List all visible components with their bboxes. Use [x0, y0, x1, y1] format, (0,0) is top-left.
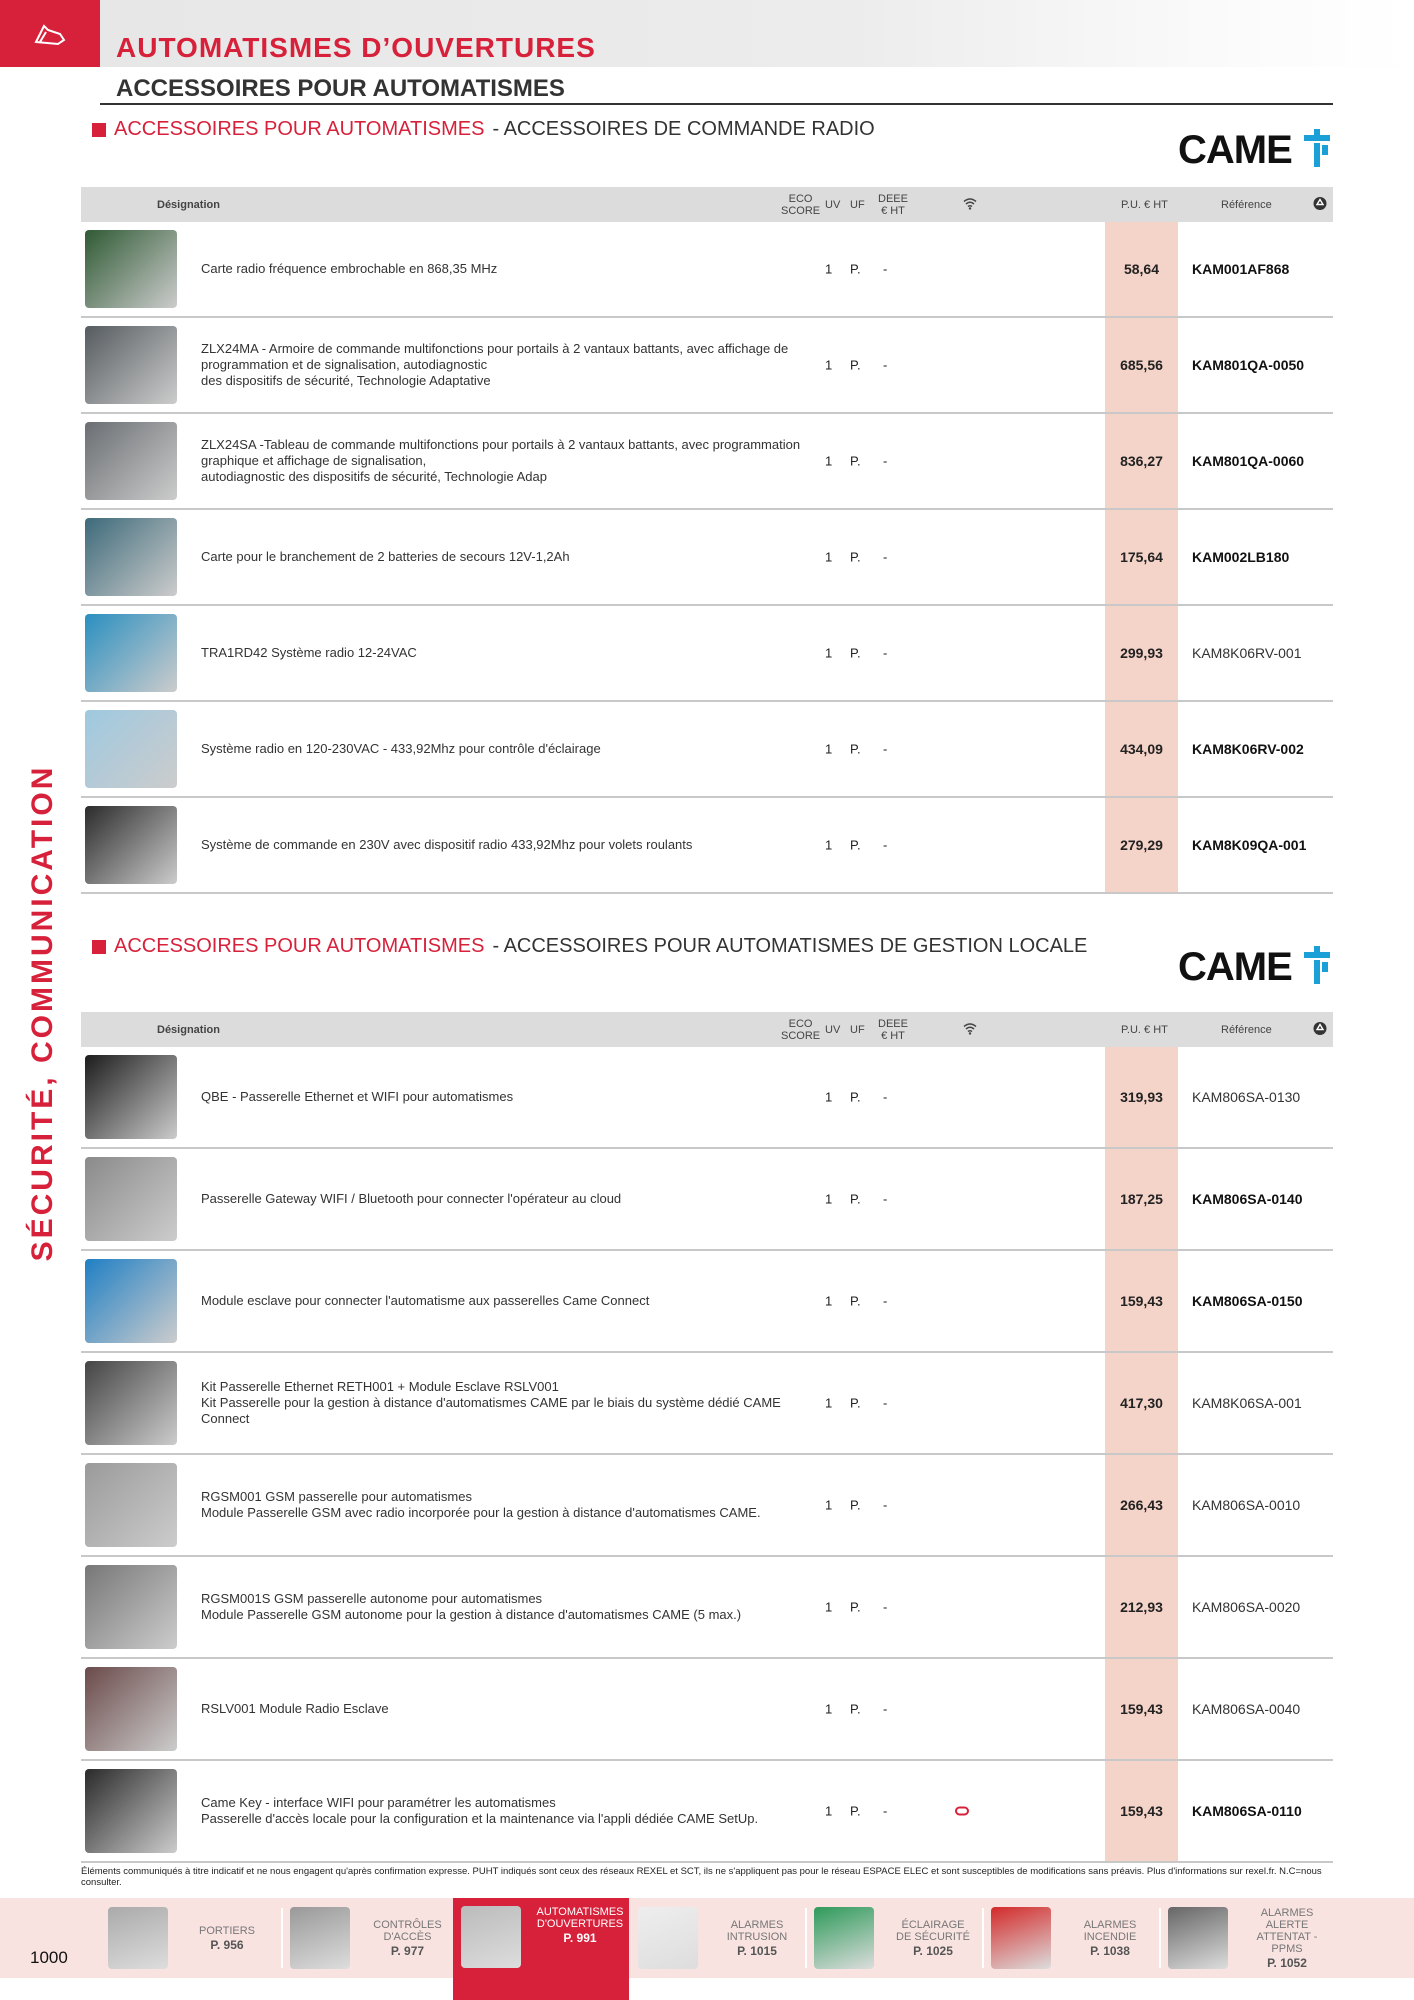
uv-value: 1 — [825, 1803, 833, 1819]
nav-item-page: P. 1025 — [913, 1944, 953, 1958]
product-reference[interactable]: KAM001AF868 — [1192, 261, 1290, 277]
nav-item-image — [991, 1907, 1051, 1969]
nav-item-page: P. 991 — [563, 1931, 597, 1945]
deee-value: - — [883, 1089, 888, 1105]
nav-item-label — [1063, 1919, 1157, 1957]
uv-value: 1 — [825, 1089, 833, 1105]
deee-value: - — [883, 1395, 888, 1411]
page-title: AUTOMATISMES D’OUVERTURES — [116, 32, 596, 63]
product-description: RSLV001 Module Radio Esclave — [201, 1701, 389, 1716]
nav-item-automatismes[interactable] — [453, 1898, 629, 2000]
disclaimer: Éléments communiqués à titre indicatif et ne nous engagent qu'après confirmation expresse. PUHT indiqués sont ceux des réseaux REXEL et SCT, ils ne s'appliquent pas pour le réseau ESPACE ELEC et sont susceptibles de modifications sans préavis. Plus d'informations sur rexel.fr. N.C=nous consulter. — [81, 1866, 1322, 1888]
table-row[interactable] — [81, 1761, 1333, 1863]
unit-price: 836,27 — [1120, 453, 1163, 469]
product-description: Carte pour le branchement de 2 batteries de secours 12V-1,2Ah — [201, 549, 570, 564]
brand-name: CAME — [1178, 128, 1292, 172]
nav-item-page: P. 1052 — [1267, 1956, 1307, 1970]
nav-item-label — [362, 1919, 453, 1957]
deee-value: - — [883, 357, 888, 373]
uf-value: P. — [850, 1803, 861, 1819]
unit-price: 299,93 — [1120, 645, 1163, 661]
nav-item-page: P. 1015 — [737, 1944, 777, 1958]
came-logo-icon — [1302, 946, 1332, 989]
table-row[interactable] — [81, 414, 1333, 510]
deee-value: - — [883, 1497, 888, 1513]
table-header — [81, 1012, 1333, 1047]
table-row[interactable] — [81, 318, 1333, 414]
nav-separator — [281, 1908, 283, 1968]
table-row[interactable] — [81, 1455, 1333, 1557]
nav-separator — [1159, 1908, 1161, 1968]
header-col-designation: Désignation — [157, 198, 220, 211]
nav-item-alarmes[interactable] — [630, 1898, 806, 1978]
wifi-icon — [963, 1022, 977, 1037]
nav-item-image — [1168, 1907, 1228, 1969]
product-image — [85, 422, 177, 500]
recycle-icon — [1313, 1021, 1327, 1038]
nav-item-image — [290, 1907, 350, 1969]
nav-item-title: ALARMES ALERTE ATTENTAT - PPMS — [1256, 1907, 1318, 1955]
product-description: RGSM001 GSM passerelle pour automatismes Module Passerelle GSM avec radio incorporée pour la gestion à distance d'automatismes CAME. — [201, 1489, 761, 1520]
nav-item-alarmes-alerte[interactable] — [1160, 1898, 1360, 1978]
nav-separator — [805, 1908, 807, 1968]
nav-item-label — [1240, 1907, 1334, 1969]
nav-item-label — [533, 1906, 627, 1944]
header-col-eco-score: ECO SCORE — [781, 192, 821, 217]
nav-item-label — [886, 1919, 980, 1957]
nav-item-contr-les[interactable] — [282, 1898, 453, 1978]
nav-item-page: P. 956 — [210, 1938, 244, 1952]
product-reference[interactable]: KAM806SA-0010 — [1192, 1497, 1301, 1513]
deee-value: - — [883, 645, 888, 661]
product-reference[interactable]: KAM002LB180 — [1192, 549, 1290, 565]
nav-item-title: PORTIERS — [198, 1925, 256, 1937]
uf-value: P. — [850, 837, 861, 853]
table-row[interactable] — [81, 1251, 1333, 1353]
header-col-deee: DEEE € HT — [878, 192, 908, 217]
uf-value: P. — [850, 549, 861, 565]
table-row[interactable] — [81, 702, 1333, 798]
product-table — [81, 187, 1333, 894]
product-image — [85, 1463, 177, 1547]
section-heading — [92, 935, 1087, 958]
product-image — [85, 326, 177, 404]
section-title-subcategory: - ACCESSOIRES POUR AUTOMATISMES DE GESTION LOCALE — [492, 935, 1088, 957]
unit-price: 279,29 — [1120, 837, 1163, 853]
product-description: ZLX24MA - Armoire de commande multifonctions pour portails à 2 vantaux battants, avec affichage de programmation et de signalisation, autodiagnostic des dispositifs de sécurité, Technologie Adaptative — [201, 341, 789, 388]
uf-value: P. — [850, 1293, 861, 1309]
product-reference[interactable]: KAM8K09QA-001 — [1192, 837, 1307, 853]
product-description: Passerelle Gateway WIFI / Bluetooth pour connecter l'opérateur au cloud — [201, 1191, 622, 1206]
deee-value: - — [883, 453, 888, 469]
product-description: QBE - Passerelle Ethernet et WIFI pour automatismes — [201, 1089, 514, 1104]
uf-value: P. — [850, 1089, 861, 1105]
table-row[interactable] — [81, 510, 1333, 606]
product-reference[interactable]: KAM806SA-0040 — [1192, 1701, 1301, 1717]
product-image — [85, 806, 177, 884]
product-image — [85, 230, 177, 308]
header-col-reference: Référence — [1221, 1023, 1272, 1036]
product-reference[interactable]: KAM8K06SA-001 — [1192, 1395, 1302, 1411]
uv-value: 1 — [825, 1395, 833, 1411]
product-image — [85, 614, 177, 692]
product-description: RGSM001S GSM passerelle autonome pour automatismes Module Passerelle GSM autonome pour la gestion à distance d'automatismes CAME (5 max.) — [201, 1591, 742, 1622]
product-description: Kit Passerelle Ethernet RETH001 + Module Esclave RSLV001 Kit Passerelle pour la gestion à distance d'automatismes CAME par le biais du système dédié CAME Connect — [201, 1379, 781, 1426]
recycle-icon — [1313, 196, 1327, 213]
nav-item-title: AUTOMATISMES D'OUVERTURES — [536, 1906, 624, 1930]
nav-item-title: ALARMES INCENDIE — [1083, 1919, 1137, 1943]
section-marker — [92, 123, 106, 137]
section-marker — [92, 940, 106, 954]
product-description: TRA1RD42 Système radio 12-24VAC — [201, 645, 417, 660]
deee-value: - — [883, 1191, 888, 1207]
side-category-label: SÉCURITÉ, COMMUNICATION — [26, 764, 59, 1262]
unit-price: 159,43 — [1120, 1293, 1163, 1309]
nav-item-alarmes[interactable] — [983, 1898, 1160, 1978]
uf-value: P. — [850, 1191, 861, 1207]
nav-item-portiers[interactable] — [100, 1898, 276, 1978]
deee-value: - — [883, 741, 888, 757]
nav-item-image — [461, 1906, 521, 1968]
unit-price: 685,56 — [1120, 357, 1163, 373]
product-reference[interactable]: KAM801QA-0060 — [1192, 453, 1305, 469]
uf-value: P. — [850, 645, 861, 661]
product-image — [85, 710, 177, 788]
product-image — [85, 1361, 177, 1445]
product-image — [85, 1055, 177, 1139]
uf-value: P. — [850, 741, 861, 757]
category-nav — [0, 1898, 1414, 1978]
uv-value: 1 — [825, 453, 833, 469]
table-row[interactable] — [81, 222, 1333, 318]
section-title-category: ACCESSOIRES POUR AUTOMATISMES — [114, 118, 485, 140]
nav-item-image — [638, 1907, 698, 1969]
product-image — [85, 1769, 177, 1853]
deee-value: - — [883, 261, 888, 277]
product-image — [85, 518, 177, 596]
product-image — [85, 1157, 177, 1241]
table-header — [81, 187, 1333, 222]
uv-value: 1 — [825, 741, 833, 757]
nav-item-title: ÉCLAIRAGE DE SÉCURITÉ — [896, 1919, 970, 1943]
category-badge — [0, 0, 100, 67]
product-reference[interactable]: KAM8K06RV-002 — [1192, 741, 1304, 757]
nav-item-title: ALARMES INTRUSION — [726, 1919, 788, 1943]
nav-item--clairage[interactable] — [806, 1898, 983, 1978]
unit-price: 175,64 — [1120, 549, 1163, 565]
uf-value: P. — [850, 357, 861, 373]
header-col-reference: Référence — [1221, 198, 1272, 211]
eco-score-icon — [955, 1807, 969, 1816]
uv-value: 1 — [825, 357, 833, 373]
uv-value: 1 — [825, 261, 833, 277]
product-description: ZLX24SA -Tableau de commande multifonctions pour portails à 2 vantaux battants, avec programmation graphique et affichage de signalisation, autodiagnostic des dispositifs de sécurité, Technologie Adap — [201, 437, 801, 484]
product-description: Module esclave pour connecter l'automatisme aux passerelles Came Connect — [201, 1293, 650, 1308]
product-image — [85, 1565, 177, 1649]
header-col-uv: UV — [825, 1023, 841, 1036]
product-image — [85, 1667, 177, 1751]
table-row[interactable] — [81, 1149, 1333, 1251]
product-reference[interactable]: KAM806SA-0110 — [1192, 1803, 1302, 1819]
uv-value: 1 — [825, 549, 833, 565]
deee-value: - — [883, 1599, 888, 1615]
product-reference[interactable]: KAM801QA-0050 — [1192, 357, 1305, 373]
header-col-unit-price: P.U. € HT — [1121, 1023, 1168, 1036]
gate-icon — [32, 20, 68, 48]
uf-value: P. — [850, 453, 861, 469]
nav-item-label — [180, 1925, 274, 1951]
product-description: Came Key - interface WIFI pour paramétrer les automatismes Passerelle d'accès locale pour la configuration et la maintenance via l'appli dédiée CAME SetUp. — [201, 1795, 759, 1826]
unit-price: 417,30 — [1120, 1395, 1163, 1411]
uv-value: 1 — [825, 837, 833, 853]
nav-item-page: P. 1038 — [1090, 1944, 1130, 1958]
header-col-uv: UV — [825, 198, 841, 211]
product-reference[interactable]: KAM806SA-0150 — [1192, 1293, 1303, 1309]
header-col-deee: DEEE € HT — [878, 1017, 908, 1042]
table-row[interactable] — [81, 1047, 1333, 1149]
wifi-icon — [963, 197, 977, 212]
deee-value: - — [883, 837, 888, 853]
nav-item-page: P. 977 — [390, 1944, 425, 1958]
table-row[interactable] — [81, 1353, 1333, 1455]
section-title-category: ACCESSOIRES POUR AUTOMATISMES — [114, 935, 485, 957]
table-row[interactable] — [81, 606, 1333, 702]
uf-value: P. — [850, 1497, 861, 1513]
came-logo-icon — [1302, 129, 1332, 172]
header-col-designation: Désignation — [157, 1023, 220, 1036]
deee-value: - — [883, 1293, 888, 1309]
uv-value: 1 — [825, 1293, 833, 1309]
nav-item-title: CONTRÔLES D'ACCÈS — [373, 1919, 442, 1943]
table-row[interactable] — [81, 798, 1333, 894]
uf-value: P. — [850, 1395, 861, 1411]
product-reference[interactable]: KAM806SA-0140 — [1192, 1191, 1303, 1207]
unit-price: 266,43 — [1120, 1497, 1163, 1513]
unit-price: 187,25 — [1120, 1191, 1163, 1207]
product-description: Carte radio fréquence embrochable en 868,35 MHz — [201, 261, 498, 276]
product-reference[interactable]: KAM806SA-0130 — [1192, 1089, 1301, 1105]
nav-item-image — [814, 1907, 874, 1969]
nav-separator — [982, 1908, 984, 1968]
product-image — [85, 1259, 177, 1343]
product-reference[interactable]: KAM8K06RV-001 — [1192, 645, 1302, 661]
uv-value: 1 — [825, 645, 833, 661]
header-col-uf: UF — [850, 198, 865, 211]
subtitle-divider — [100, 103, 1333, 105]
deee-value: - — [883, 1803, 888, 1819]
nav-item-image — [108, 1907, 168, 1969]
uv-value: 1 — [825, 1599, 833, 1615]
uv-value: 1 — [825, 1701, 833, 1717]
unit-price: 319,93 — [1120, 1089, 1163, 1105]
brand-logo — [1178, 128, 1332, 173]
deee-value: - — [883, 549, 888, 565]
unit-price: 159,43 — [1120, 1803, 1163, 1819]
uf-value: P. — [850, 1701, 861, 1717]
table-row[interactable] — [81, 1659, 1333, 1761]
table-row[interactable] — [81, 1557, 1333, 1659]
nav-item-label — [710, 1919, 804, 1957]
header-col-uf: UF — [850, 1023, 865, 1036]
brand-logo — [1178, 945, 1332, 990]
uv-value: 1 — [825, 1191, 833, 1207]
brand-name: CAME — [1178, 945, 1292, 989]
section-title-subcategory: - ACCESSOIRES DE COMMANDE RADIO — [492, 118, 875, 140]
header-col-unit-price: P.U. € HT — [1121, 198, 1168, 211]
product-description: Système radio en 120-230VAC - 433,92Mhz pour contrôle d'éclairage — [201, 741, 601, 756]
unit-price: 434,09 — [1120, 741, 1163, 757]
unit-price: 159,43 — [1120, 1701, 1163, 1717]
page-subtitle: ACCESSOIRES POUR AUTOMATISMES — [116, 75, 565, 102]
header-col-eco-score: ECO SCORE — [781, 1017, 821, 1042]
product-table — [81, 1012, 1333, 1863]
page-number: 1000 — [30, 1948, 68, 1967]
unit-price: 58,64 — [1123, 261, 1160, 277]
product-description: Système de commande en 230V avec dispositif radio 433,92Mhz pour volets roulants — [201, 837, 693, 852]
uv-value: 1 — [825, 1497, 833, 1513]
unit-price: 212,93 — [1120, 1599, 1163, 1615]
product-reference[interactable]: KAM806SA-0020 — [1192, 1599, 1301, 1615]
deee-value: - — [883, 1701, 888, 1717]
uf-value: P. — [850, 1599, 861, 1615]
uf-value: P. — [850, 261, 861, 277]
section-heading — [92, 118, 875, 141]
